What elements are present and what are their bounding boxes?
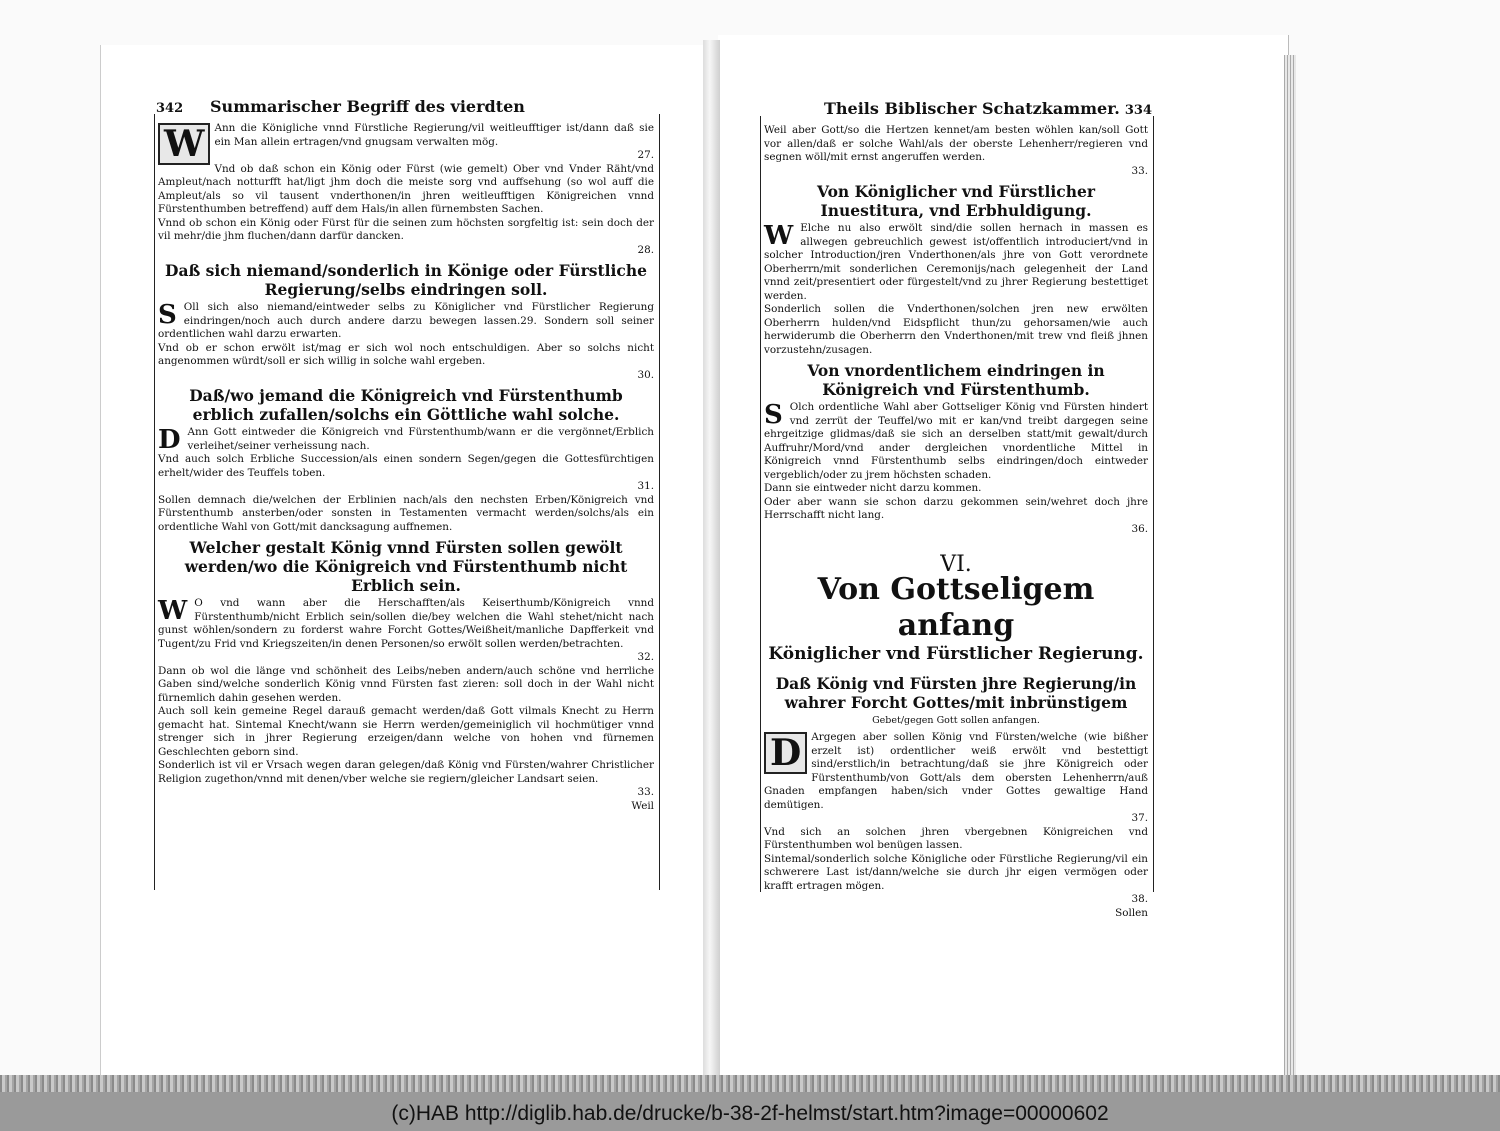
book-gutter: [703, 40, 720, 1080]
paragraph: Vnnd ob schon ein König oder Fürst für die seinen zum höchsten sorgfeltig ist: sein doch der vil mehr/die jhm fluchen/dann darfür dancken.: [158, 216, 654, 242]
page-edges: [1284, 55, 1296, 1075]
section-number: 38.: [1131, 893, 1148, 905]
paragraph: Vnd ob daß schon ein König oder Fürst (wie gemelt) Ober vnd Vnder Räht/vnd Ampleut/nach notturfft hat/ligt jhm doch die meiste sorg vnd auffsehung (so wol auff die Ampleut/als so vil tausent vnderthonen/in jhren weitleufftigen Königreichen vnnd Fürstenthumben betreffend) auff dem Hals/in allen fürnembsten Sachen.: [158, 162, 654, 215]
initial-letter: S: [764, 400, 783, 430]
paragraph: Sonderlich sollen die Vnderthonen/solchen jren new erwölten Oberherrn hulden/vnd Eidspflicht thun/zu gehorsamen/wie auch herwiderumb die Oberherrn den Vnderthonen/mit trew vnd fleiß jhnen vorzustehn/zusagen.: [764, 303, 1148, 356]
left-margin-rule: [154, 114, 155, 890]
paragraph: Dann ob wol die länge vnd schönheit des Leibs/neben andern/auch schöne vnd herrliche Gaben sind/welche sonderlich König vnnd Fürsten fast zieren: soll doch in der Wahl nicht fürnemlich dahin gesehen werden.: [158, 664, 654, 704]
paragraph: Olch ordentliche Wahl aber Gottseliger König vnd Fürsten hindert vnd zerrüt der Teuffel/wo mit er kan/vnd treibt dargegen seine ehrgeitzige glidmas/daß sie sich an derselben statt/mit gewalt/durch Auffruhr/Mord/vnd ander dergleichen vnordentliche Mittel in Königreich vnnd Fürstenthumb selbs eindringen/doch eintweder vergeblich/oder zu jrem höchsten schaden.: [764, 401, 1148, 481]
paragraph: Elche nu also erwölt sind/die sollen hernach in massen es allwegen gebreuchlich gewest ist/offentlich introduciert/vnd in solcher Introduction/jren Vnderthonen/als jhre von Gott verordnete Oberherrn/mit sonderlichen Ceremonijs/nach gelegenheit der Land vnnd zeit/presentiert oder fürgestelt/vnd zu jhrer Regierung bestettiget werden.: [764, 222, 1148, 302]
paragraph: Sollen demnach die/welchen der Erblinien nach/als den nechsten Erben/Königreich vnd Fürstenthumb ansterben/oder sonsten in Testamenten vermacht werden/solchs/als ein ordentliche Wahl von Gott/mit dancksagung auffnemen.: [158, 493, 654, 533]
footer-bar: [0, 1092, 1500, 1131]
right-margin-rule: [1153, 116, 1154, 892]
initial-letter: D: [158, 425, 181, 455]
running-head-title: Summarischer Begriff des vierdten: [210, 97, 525, 116]
paragraph: Ann die Königliche vnnd Fürstliche Regierung/vil weitleufftiger ist/dann daß sie ein Man allein ertragen/vnd gnugsam verwalten mög.: [214, 122, 654, 148]
paragraph: Vnd sich an solchen jhren vbergebnen Königreichen vnd Fürstenthumben wol benügen lassen.: [764, 825, 1148, 851]
paragraph: Vnd auch solch Erbliche Succession/als einen sondern Segen/gegen die Gottesfürchtigen erhelt/wider des Teuffels toben.: [158, 453, 654, 479]
paragraph: Sonderlich ist vil er Vrsach wegen daran gelegen/daß König vnd Fürsten/wahrer Christlicher Religion zugethon/vnnd mit denen/vber welche sie regiern/gleicher Landsart seien.: [158, 759, 654, 785]
section-number: 31.: [637, 480, 654, 492]
paragraph: Sintemal/sonderlich solche Königliche oder Fürstliche Regierung/vil ein schwerere Last ist/dann/welche sie durch jhr eigen vermögen oder krafft ertragen mögen.: [764, 852, 1148, 892]
running-head: [764, 99, 1152, 124]
section-number: 33.: [1131, 164, 1148, 177]
section-number: 36.: [1131, 522, 1148, 535]
section-number: 33.: [637, 786, 654, 798]
right-text-block: [764, 99, 1152, 919]
initial-letter: W: [158, 596, 188, 626]
scan-bottom-edge: [0, 1075, 1500, 1092]
paragraph: Oder aber wann sie schon darzu gekommen sein/wehret doch jhre Herrschafft nicht lang.: [764, 495, 1148, 521]
paragraph: Dann sie eintweder nicht darzu kommen.: [764, 482, 982, 494]
paragraph: Vnd ob er schon erwölt ist/mag er sich wol noch entschuldigen. Aber so solchs nicht angenommen würdt/soll er sich willig in solche wahl ergeben.: [158, 341, 654, 367]
copyright-url: (c)HAB http://diglib.hab.de/drucke/b-38-2f-helmst/start.htm?image=00000602: [391, 1102, 1109, 1125]
section-heading: Daß König vnd Fürsten jhre Regierung/in wahrer Forcht Gottes/mit inbrünstigem: [775, 673, 1137, 712]
section-heading-sub: Gebet/gegen Gott sollen anfangen.: [872, 714, 1040, 726]
left-text-block: [156, 97, 654, 890]
paragraph: Oll sich also niemand/eintweder selbs zu Königlicher vnd Fürstlicher Regierung eindringen/noch auch durch andere darzu bewegen lassen.29. Sondern soll seiner ordentlichen wahl darzu erwarten.: [158, 301, 654, 340]
decorated-initial: W: [158, 123, 210, 165]
decorated-initial: D: [764, 732, 807, 774]
paragraph: Weil aber Gott/so die Hertzen kennet/am besten wöhlen kan/soll Gott vor allen/daß er solche Wahl/als der oberste Lehenherr/regieren vnd segnen wöll/mit ernst angeruffen werden.: [764, 124, 1148, 163]
paragraph: Auch soll kein gemeine Regel darauß gemacht werden/daß Gott vilmals Knecht zu Herrn gemacht hat. Sintemal Knecht/wann sie Herrn werden/gemeiniglich vil hochmütiger vnnd strenger sich in jhrer Regierung erzeigen/dann welche von hohen vnd fürnemen Geschlechten geborn sind.: [158, 705, 654, 758]
page-number: 342: [156, 101, 184, 116]
section-number: 32.: [637, 651, 654, 663]
initial-letter: W: [764, 221, 794, 251]
left-margin-rule: [760, 116, 761, 892]
section-heading: Welcher gestalt König vnnd Fürsten sollen gewölt werden/wo die Königreich vnd Fürstenthumb nicht Erblich sein.: [184, 538, 628, 595]
section-heading: Daß sich niemand/sonderlich in Könige oder Fürstliche Regierung/selbs eindringen soll.: [165, 261, 647, 299]
running-head-title: Theils Biblischer Schatzkammer.: [824, 99, 1120, 118]
section-heading: Von vnordentlichem eindringen in Königreich vnd Fürstenthumb.: [807, 361, 1105, 399]
section-number: 30.: [637, 368, 654, 381]
right-margin-rule: [659, 114, 660, 890]
initial-letter: S: [158, 300, 177, 330]
section-number: 28.: [637, 243, 654, 256]
running-head: [156, 97, 654, 122]
section-heading: Von Königlicher vnd Fürstlicher Inuestitura, vnd Erbhuldigung.: [816, 182, 1096, 220]
catchword: Weil: [631, 799, 654, 812]
chapter-number: VI.: [940, 552, 972, 577]
chapter-subtitle: Königlicher vnd Fürstlicher Regierung.: [768, 643, 1144, 664]
section-number: 37.: [1131, 812, 1148, 824]
page-number: 334: [1124, 103, 1152, 118]
catchword: Sollen: [1115, 906, 1148, 919]
paragraph: Argegen aber sollen König vnd Fürsten/welche (wie bißher erzelt ist) ordentlicher weiß erwölt vnd bestettigt sind/erstlich/in betrachtung/daß sie jhre Königreich oder Fürstenthumb/von Gott/als dem obersten Lehenherrn/auß Gnaden empfangen haben/sich vnder Gottes gewaltige Hand demütigen.: [764, 731, 1148, 811]
section-heading: Daß/wo jemand die Königreich vnd Fürstenthumb erblich zufallen/solchs ein Göttliche wahl solche.: [189, 386, 623, 424]
section-number: 27.: [637, 149, 654, 161]
paragraph: Ann Gott eintweder die Königreich vnd Fürstenthumb/wann er die vergönnet/Erblich verleihet/seiner verheissung nach.: [187, 426, 654, 452]
chapter-title: Von Gottseligem anfang: [817, 571, 1095, 643]
paragraph: O vnd wann aber die Herschafften/als Keiserthumb/Königreich vnnd Fürstenthumb/nicht Erblich sein/sollen die/bey welchen die Wahl stehet/nicht nach gunst wöhlen/sondern zu forderst wahre Forcht Gottes/Weißheit/manliche Dapfferkeit vnd Tugent/zu Frid vnd Kriegszeiten/in denen Personen/so erwölt sollen werden/betrachten.: [158, 597, 654, 650]
